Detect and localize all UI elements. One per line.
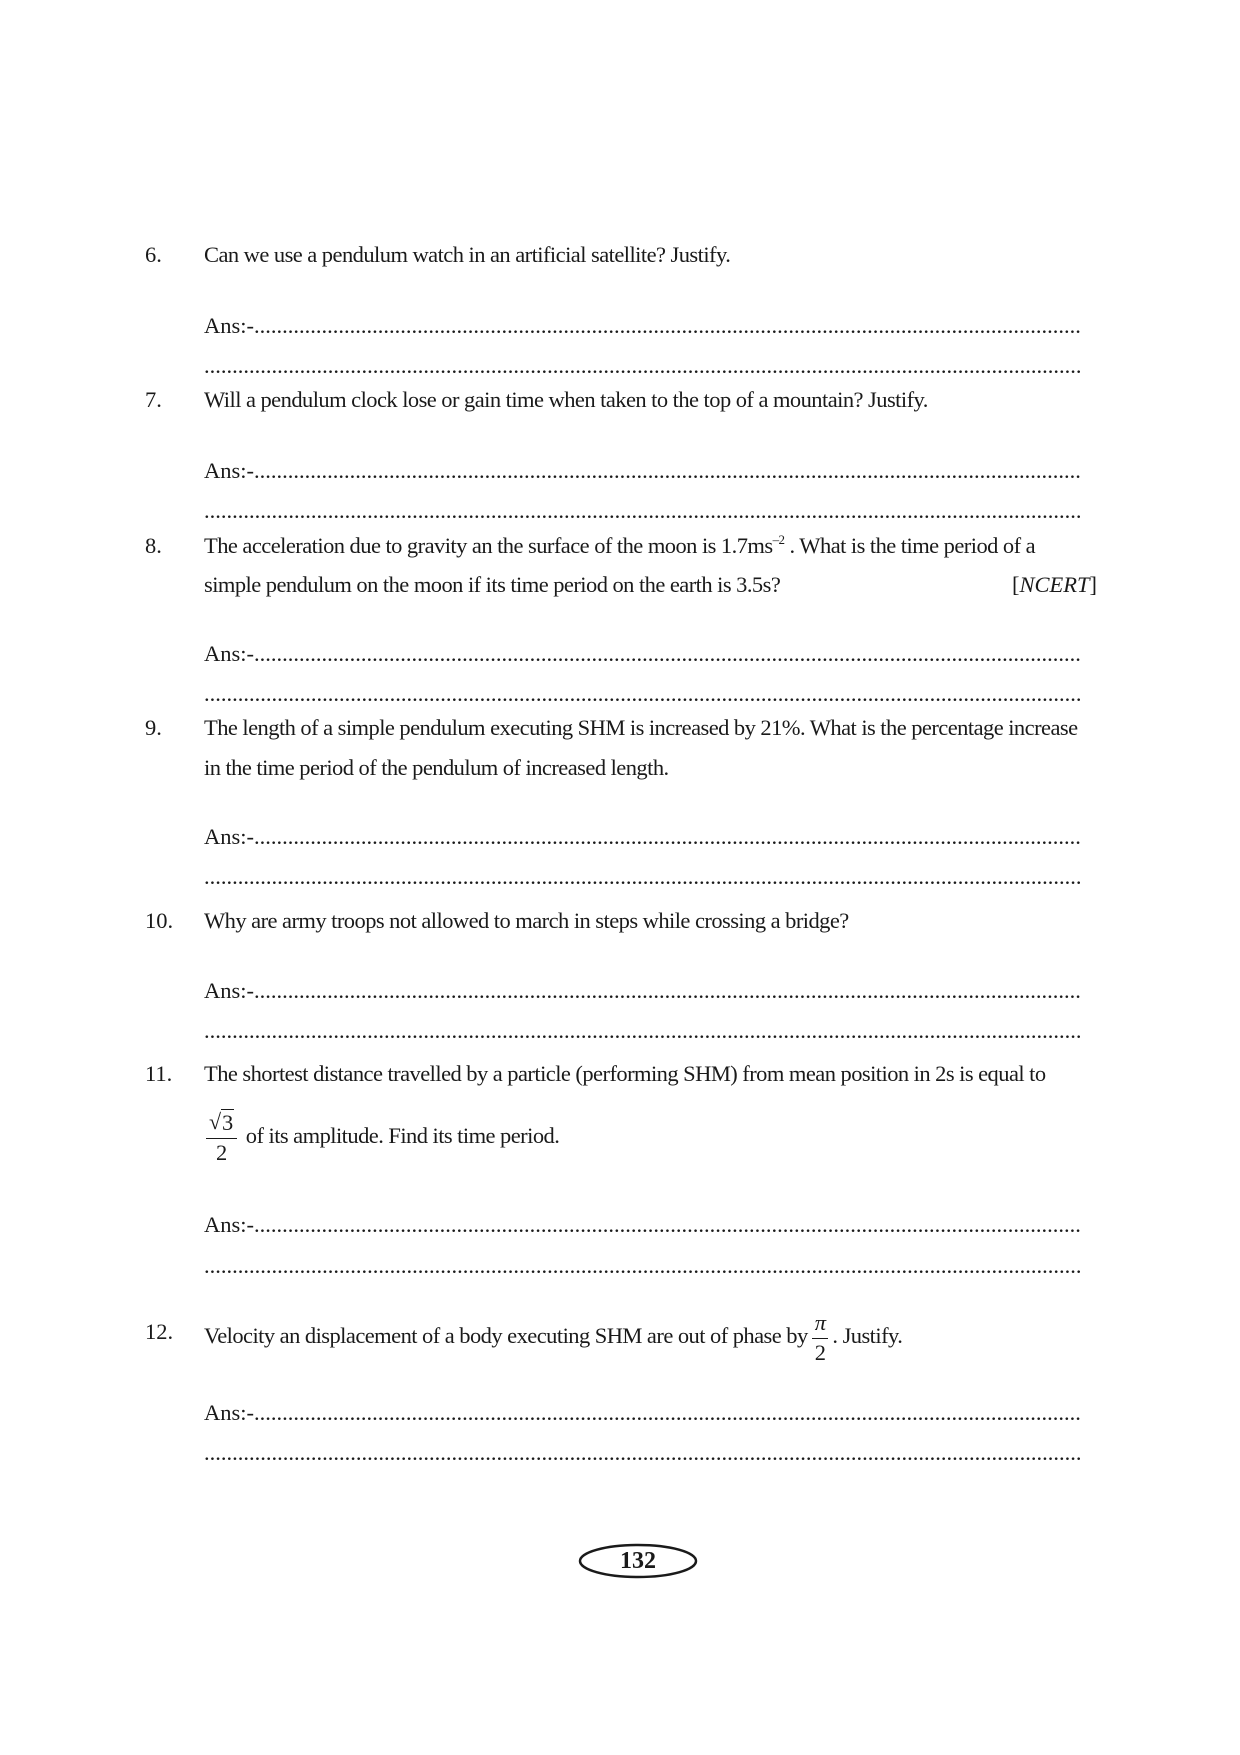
answer-line[interactable] bbox=[204, 451, 1080, 491]
answer-line[interactable] bbox=[204, 817, 1080, 857]
fraction-root3-over-2: √ $\frac{3}{2}$ bbox=[206, 1112, 237, 1164]
answer-line[interactable] bbox=[204, 306, 1080, 346]
question-text-line-2: simple pendulum on the moon if its time period on the earth is 3.5s? bbox=[204, 572, 781, 597]
question-text: Will a pendulum clock lose or gain time when taken to the top of a mountain? Justify. bbox=[204, 387, 928, 412]
exponent: –2 bbox=[772, 532, 785, 547]
answer-line[interactable] bbox=[204, 634, 1080, 674]
question-text: Can we use a pendulum watch in an artificial satellite? Justify. bbox=[204, 242, 731, 267]
fraction-pi-over-2: $\frac{\pi}{2}$ bbox=[812, 1312, 829, 1364]
question-number: 9. bbox=[145, 715, 162, 740]
question-number: 8. bbox=[145, 533, 162, 558]
page-number-badge bbox=[578, 1543, 698, 1579]
question-number: 7. bbox=[145, 387, 162, 412]
answer-line[interactable] bbox=[204, 971, 1080, 1011]
answer-label: Ans:- bbox=[204, 458, 254, 483]
answer-label: Ans:- bbox=[204, 641, 254, 666]
answer-label: Ans:- bbox=[204, 313, 254, 338]
question-number: 6. bbox=[145, 242, 162, 267]
answer-line[interactable] bbox=[204, 1393, 1080, 1433]
answer-dotted-line[interactable] bbox=[204, 1246, 1080, 1286]
answer-label: Ans:- bbox=[204, 978, 254, 1003]
question-text-line-1: The shortest distance travelled by a particle (performing SHM) from mean position in 2s is equal to bbox=[204, 1061, 1046, 1086]
answer-line[interactable] bbox=[204, 1205, 1080, 1245]
question-text-line-2: in the time period of the pendulum of increased length. bbox=[204, 755, 669, 780]
question-number: 12. bbox=[145, 1319, 174, 1344]
question-number: 10. bbox=[145, 908, 174, 933]
question-text-line-1: The acceleration due to gravity an the surface of the moon is $1.7ms^{-2}$ . What is the time period of a bbox=[204, 532, 1036, 558]
answer-dotted-line[interactable] bbox=[204, 1433, 1080, 1473]
answer-label: Ans:- bbox=[204, 1212, 254, 1237]
question-text-line-1: The length of a simple pendulum executing SHM is increased by 21%. What is the percentage increase bbox=[204, 715, 1078, 740]
question-text-line-2: √ $\frac{3}{2}$ of its amplitude. Find its time period. bbox=[202, 1112, 1132, 1164]
answer-dotted-line[interactable] bbox=[204, 491, 1080, 531]
answer-label: Ans:- bbox=[204, 824, 254, 849]
square-root-symbol: √ 3 bbox=[209, 1112, 234, 1135]
question-number: 11. bbox=[145, 1061, 173, 1086]
question-text: Why are army troops not allowed to march in steps while crossing a bridge? bbox=[204, 908, 849, 933]
question-text: Velocity an displacement of a body executing SHM are out of phase by $\frac{\pi}{2}$ . Justify. bbox=[204, 1310, 903, 1365]
reference-tag: [NCERT] bbox=[1012, 572, 1098, 597]
answer-dotted-line[interactable] bbox=[204, 1011, 1080, 1051]
answer-label: Ans:- bbox=[204, 1400, 254, 1425]
page-number: 132 bbox=[620, 1548, 656, 1574]
answer-dotted-line[interactable] bbox=[204, 857, 1080, 897]
